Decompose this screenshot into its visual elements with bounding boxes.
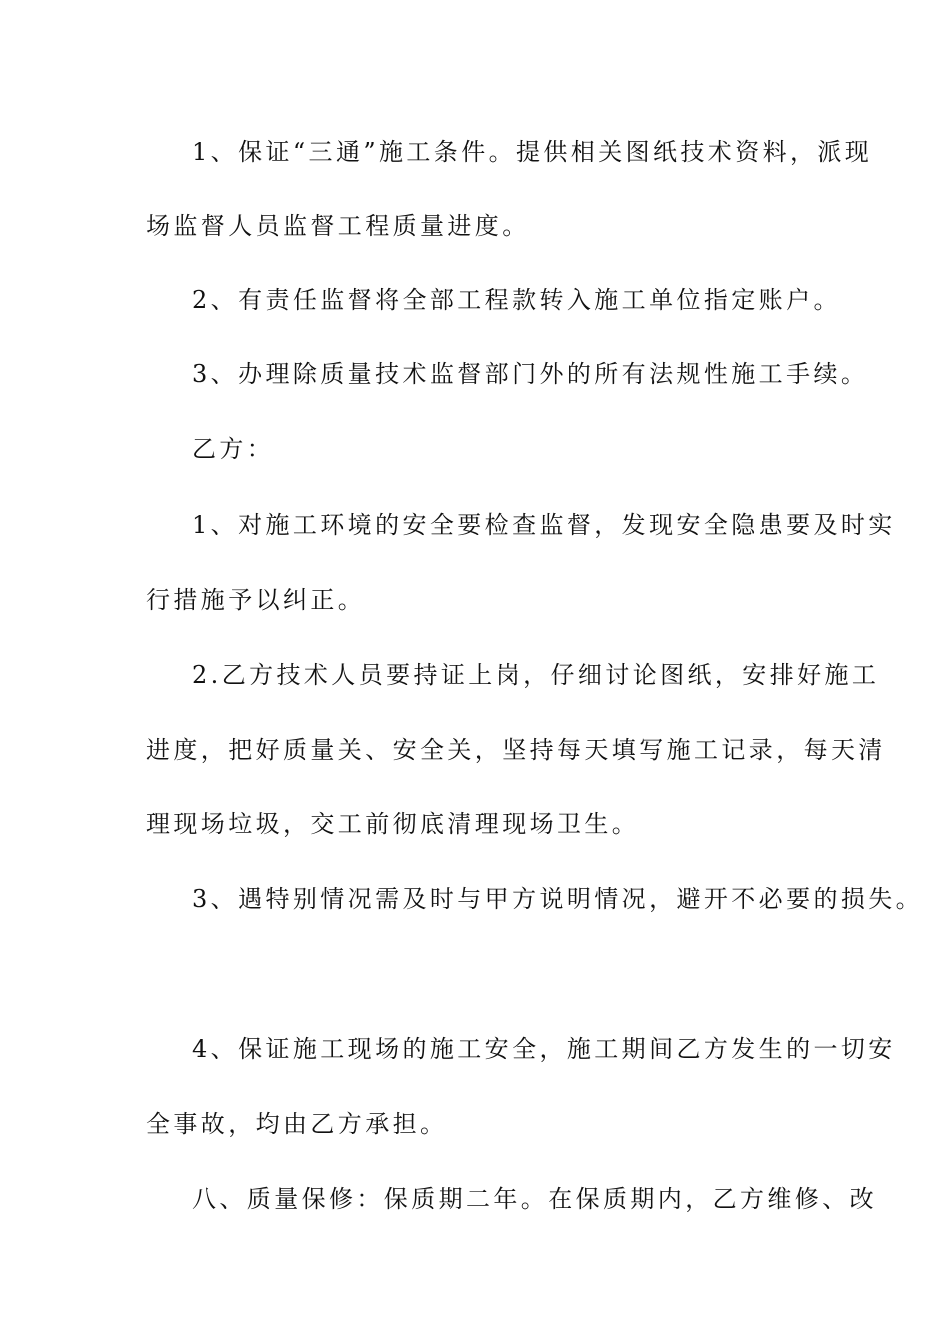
paragraph-line: 行措施予以纠正。 xyxy=(146,586,366,614)
paragraph-line: 3、遇特别情况需及时与甲方说明情况，避开不必要的损失。 xyxy=(192,885,924,913)
paragraph-line: 1、对施工环境的安全要检查监督，发现安全隐患要及时实 xyxy=(192,511,896,539)
paragraph-line: 场监督人员监督工程质量进度。 xyxy=(146,212,530,240)
paragraph-line: 4、保证施工现场的施工安全，施工期间乙方发生的一切安 xyxy=(192,1035,896,1063)
paragraph-line: 3、办理除质量技术监督部门外的所有法规性施工手续。 xyxy=(192,360,869,388)
paragraph-line: 2.乙方技术人员要持证上岗，仔细讨论图纸，安排好施工 xyxy=(192,661,880,689)
paragraph-line: 进度，把好质量关、安全关，坚持每天填写施工记录，每天清 xyxy=(146,736,886,764)
section-heading: 八、质量保修：保质期二年。在保质期内，乙方维修、改 xyxy=(192,1185,877,1213)
paragraph-line: 全事故，均由乙方承担。 xyxy=(146,1110,448,1138)
paragraph-line: 2、有责任监督将全部工程款转入施工单位指定账户。 xyxy=(192,286,841,314)
section-heading: 乙方： xyxy=(192,435,275,463)
paragraph-line: 1、保证“三通”施工条件。提供相关图纸技术资料，派现 xyxy=(192,138,873,166)
paragraph-line: 理现场垃圾，交工前彻底清理现场卫生。 xyxy=(146,810,640,838)
